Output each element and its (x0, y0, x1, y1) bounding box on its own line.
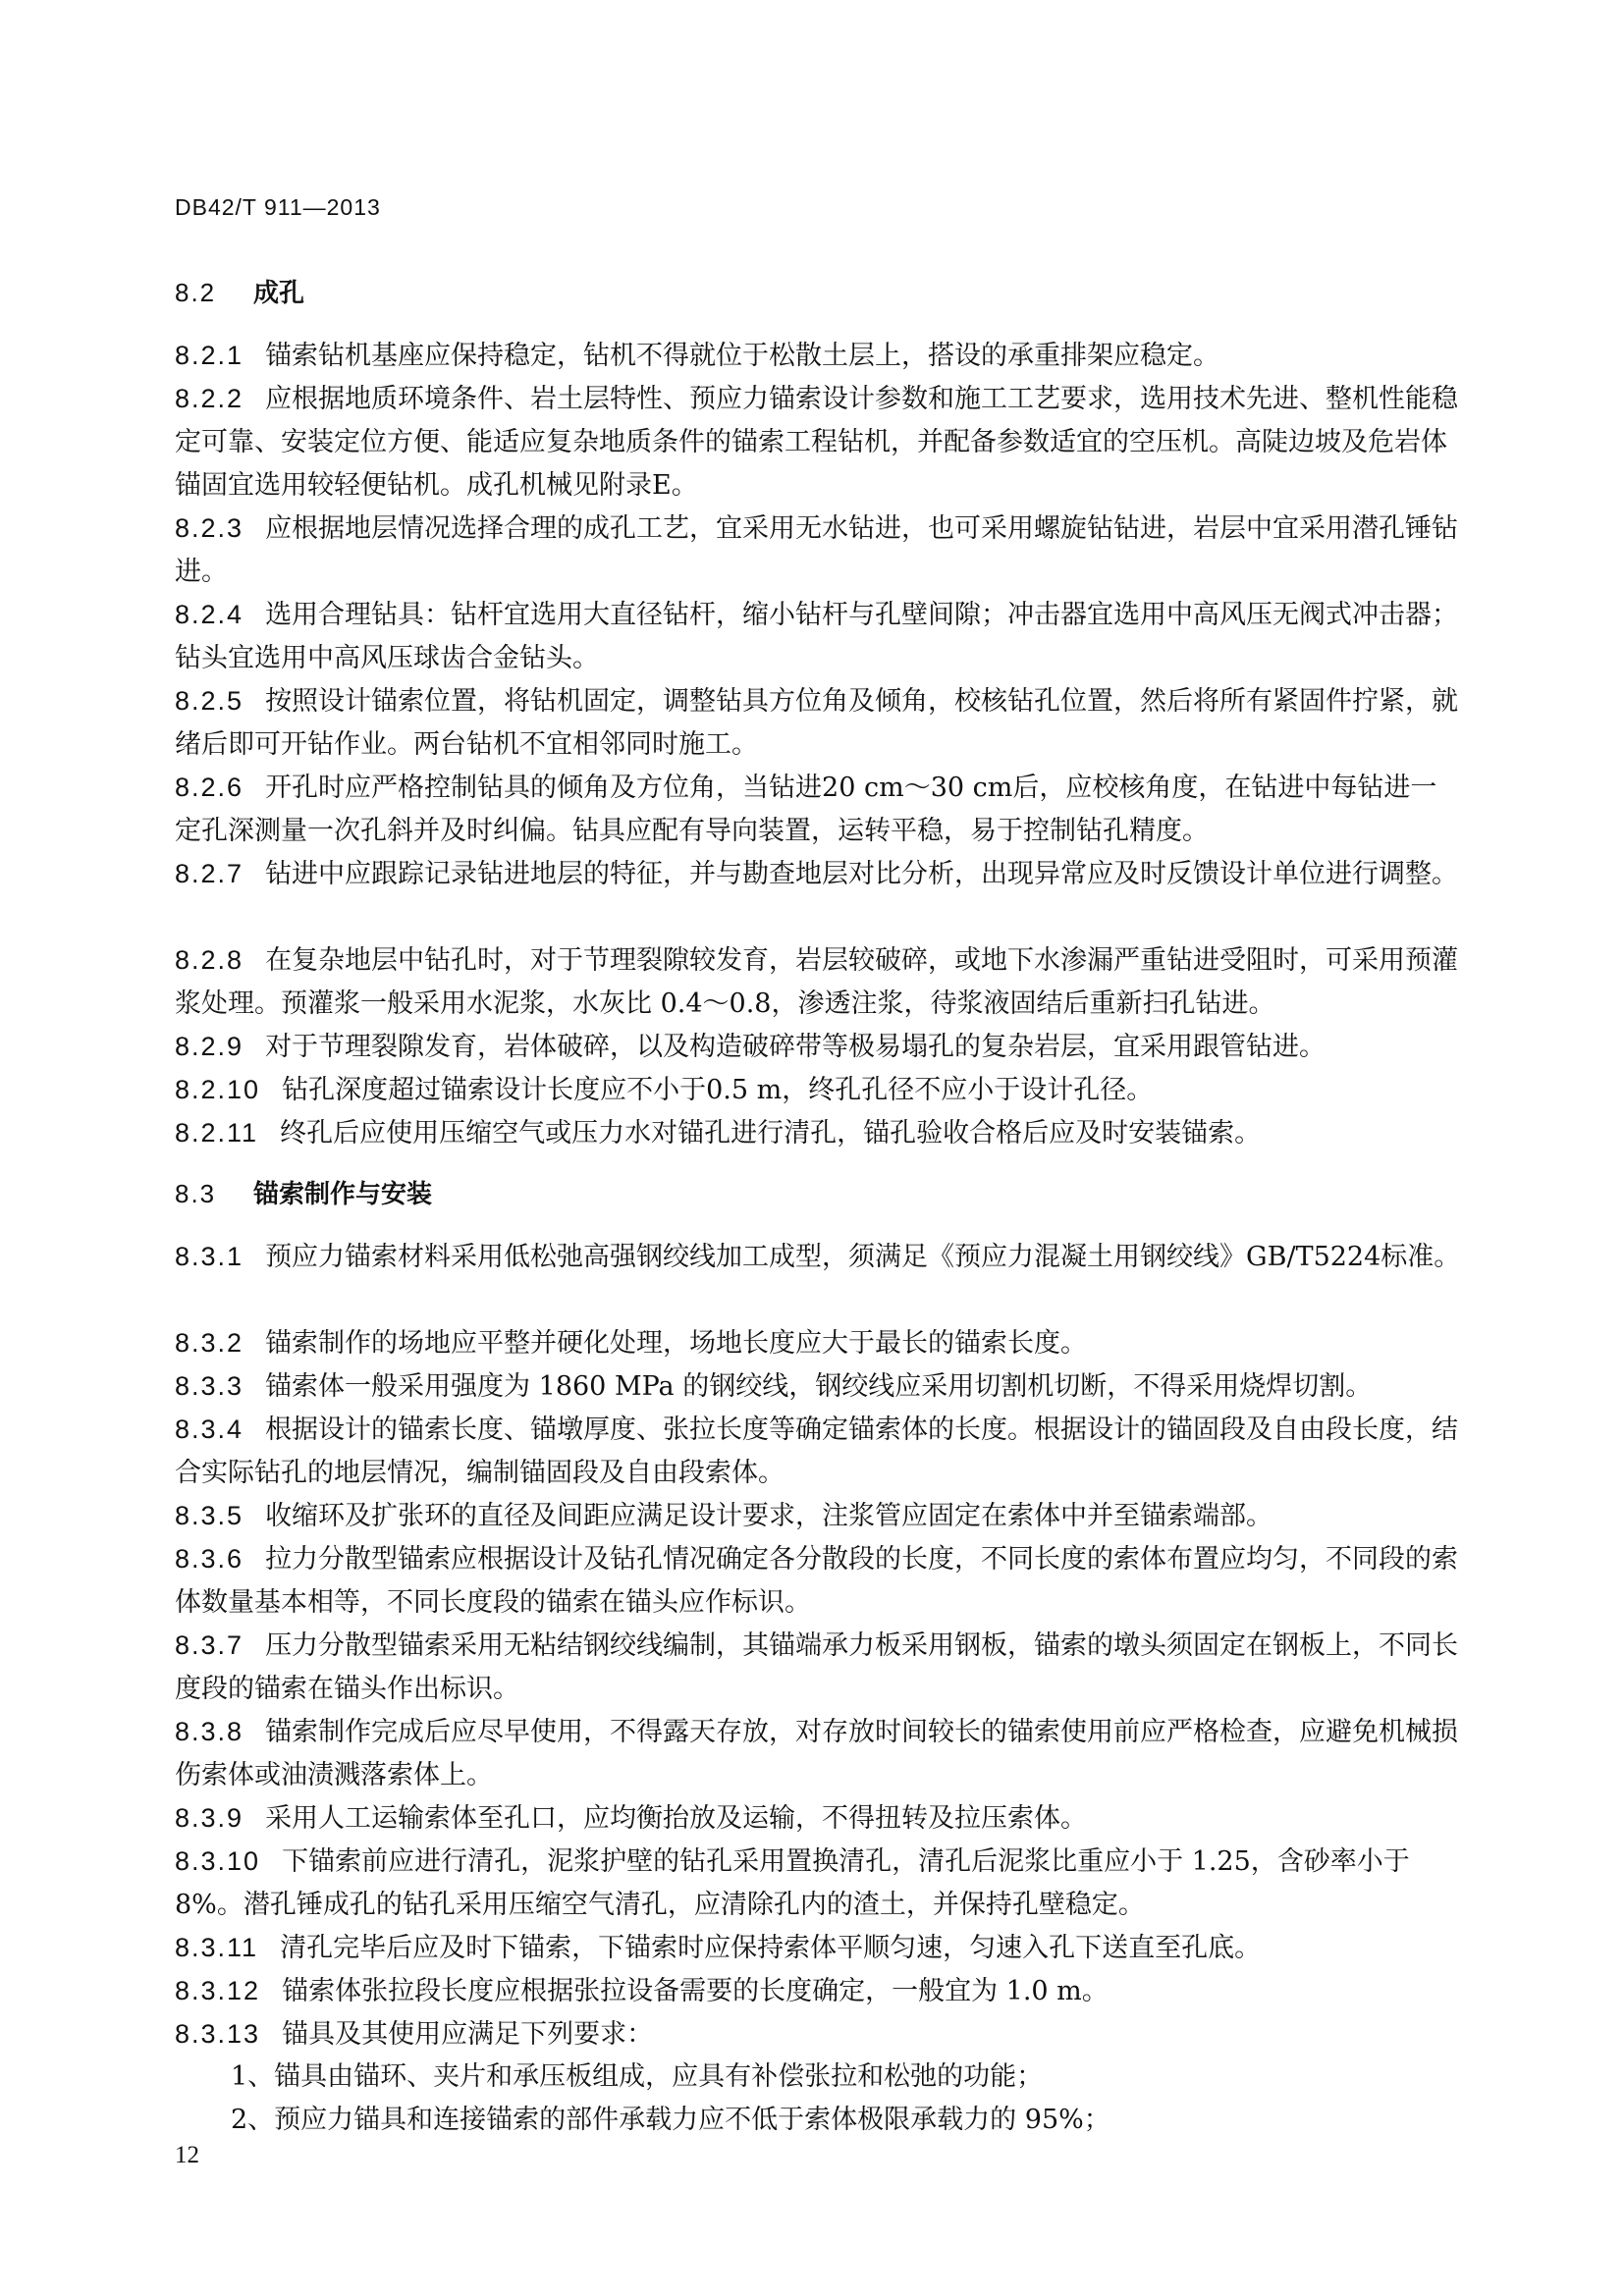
clause-8-2-6 (175, 766, 1463, 853)
clause-text: 清孔完毕后应及时下锚索，下锚索时应保持索体平顺匀速，匀速入孔下送直至孔底。 (280, 1933, 1262, 1963)
section-title: 成孔 (253, 279, 305, 308)
clause-number: 8.2.8 (175, 945, 244, 975)
clause-text: 压力分散型锚索采用无粘结钢绞线编制，其锚端承力板采用钢板，锚索的墩头须固定在钢板上，不同长度段的锚索在锚头作出标识。 (175, 1630, 1459, 1704)
clause-8-2-3 (175, 507, 1463, 594)
clause-8-2-9 (175, 1025, 1463, 1069)
clause-text: 下锚索前应进行清孔，泥浆护壁的钻孔采用置换清孔，清孔后泥浆比重应小于 1.25，含砂率小于 8%。潜孔锤成孔的钻孔采用压缩空气清孔，应清除孔内的渣土，并保持孔壁稳定。 (175, 1846, 1410, 1920)
clause-text: 收缩环及扩张环的直径及间距应满足设计要求，注浆管应固定在索体中并至锚索端部。 (265, 1501, 1273, 1531)
list-item-2: 2、预应力锚具和连接锚索的部件承载力应不低于索体极限承载力的 95%； (231, 2105, 1110, 2135)
clause-8-3-6 (175, 1537, 1463, 1625)
clause-8-2-10 (175, 1068, 1463, 1112)
clause-number: 8.3.11 (175, 1933, 259, 1962)
clause-8-2-4 (175, 593, 1463, 680)
clause-8-2-11 (175, 1111, 1463, 1155)
clause-8-3-8 (175, 1710, 1463, 1797)
clause-text: 开孔时应严格控制钻具的倾角及方位角，当钻进20 cm～30 cm后，应校核角度，在钻进中每钻进一定孔深测量一次孔斜并及时纠偏。钻具应配有导向装置，运转平稳，易于控制钻孔精度。 (175, 773, 1437, 846)
clause-8-3-4 (175, 1408, 1463, 1495)
clause-text: 拉力分散型锚索应根据设计及钻孔情况确定各分散段的长度，不同长度的索体布置应均匀，不同段的索体数量基本相等，不同长度段的锚索在锚头应作标识。 (175, 1544, 1459, 1618)
clause-number: 8.3.10 (175, 1846, 261, 1876)
clause-text: 锚索体一般采用强度为 1860 MPa 的钢绞线，钢绞线应采用切割机切断，不得采用烧焊切割。 (265, 1371, 1373, 1402)
clause-text: 按照设计锚索位置，将钻机固定，调整钻具方位角及倾角，校核钻孔位置，然后将所有紧固件拧紧，就绪后即可开钻作业。两台钻机不宜相邻同时施工。 (175, 686, 1459, 760)
clause-number: 8.3.8 (175, 1717, 244, 1746)
clause-number: 8.3.3 (175, 1371, 244, 1401)
section-heading-8-2 (175, 273, 304, 309)
clause-text: 锚索制作完成后应尽早使用，不得露天存放，对存放时间较长的锚索使用前应严格检查，应避免机械损伤索体或油渍溅落索体上。 (175, 1717, 1459, 1790)
clause-number: 8.3.13 (175, 2019, 261, 2049)
clause-8-2-1 (175, 334, 1463, 378)
clause-number: 8.3.12 (175, 1976, 261, 2005)
clause-number: 8.3.7 (175, 1630, 244, 1660)
clause-number: 8.2.5 (175, 686, 244, 716)
clause-8-3-5 (175, 1494, 1463, 1538)
page-number: 12 (175, 2142, 199, 2168)
clause-text: 应根据地层情况选择合理的成孔工艺，宜采用无水钻进，也可采用螺旋钻钻进，岩层中宜采用潜孔锤钻进。 (175, 513, 1459, 587)
clause-number: 8.2.7 (175, 859, 244, 888)
list-item-1: 1、锚具由锚环、夹片和承压板组成，应具有补偿张拉和松弛的功能； (231, 2061, 1044, 2092)
clause-number: 8.2.4 (175, 600, 244, 629)
clause-text: 应根据地质环境条件、岩土层特性、预应力锚索设计参数和施工工艺要求，选用技术先进、整机性能稳定可靠、安装定位方便、能适应复杂地质条件的锚索工程钻机，并配备参数适宜的空压机。高陡边坡及危岩体锚固宜选用较轻便钻机。成孔机械见附录E。 (175, 384, 1459, 501)
clause-number: 8.3.6 (175, 1544, 244, 1574)
clause-number: 8.3.9 (175, 1803, 244, 1833)
clause-number: 8.3.5 (175, 1501, 244, 1530)
clause-text: 锚索制作的场地应平整并硬化处理，场地长度应大于最长的锚索长度。 (265, 1328, 1088, 1359)
clause-number: 8.2.2 (175, 384, 244, 413)
clause-text: 选用合理钻具：钻杆宜选用大直径钻杆，缩小钻杆与孔壁间隙；冲击器宜选用中高风压无阀式冲击器；钻头宜选用中高风压球齿合金钻头。 (175, 600, 1459, 673)
section-number: 8.2 (175, 278, 217, 307)
clause-number: 8.3.4 (175, 1415, 244, 1444)
clause-8-2-8 (175, 938, 1463, 1026)
document-code-header: DB42/T 911—2013 (175, 194, 381, 220)
clause-text: 锚索钻机基座应保持稳定，钻机不得就位于松散土层上，搭设的承重排架应稳定。 (265, 341, 1220, 371)
clause-text: 根据设计的锚索长度、锚墩厚度、张拉长度等确定锚索体的长度。根据设计的锚固段及自由段长度，结合实际钻孔的地层情况，编制锚固段及自由段索体。 (175, 1415, 1459, 1488)
clause-8-2-7 (175, 852, 1463, 896)
clause-8-3-9 (175, 1796, 1463, 1841)
clause-8-3-3 (175, 1364, 1463, 1409)
clause-text: 锚索体张拉段长度应根据张拉设备需要的长度确定，一般宜为 1.0 m。 (282, 1976, 1109, 2006)
clause-number: 8.2.3 (175, 513, 244, 543)
section-title: 锚索制作与安装 (253, 1180, 433, 1209)
clause-text: 锚具及其使用应满足下列要求： (282, 2019, 654, 2050)
clause-number: 8.3.2 (175, 1328, 244, 1358)
clause-8-3-10 (175, 1840, 1463, 1927)
clause-text: 对于节理裂隙发育，岩体破碎，以及构造破碎带等极易塌孔的复杂岩层，宜采用跟管钻进。 (265, 1032, 1326, 1062)
clause-8-3-2 (175, 1321, 1463, 1365)
clause-number: 8.2.9 (175, 1032, 244, 1061)
clause-text: 钻进中应跟踪记录钻进地层的特征，并与勘查地层对比分析，出现异常应及时反馈设计单位进行调整。 (265, 859, 1459, 889)
clause-number: 8.2.1 (175, 341, 244, 370)
clause-8-2-5 (175, 679, 1463, 767)
clause-number: 8.2.6 (175, 773, 244, 802)
section-heading-8-3 (175, 1174, 432, 1210)
clause-text: 预应力锚索材料采用低松弛高强钢绞线加工成型，须满足《预应力混凝土用钢绞线》GB/T5224标准。 (265, 1242, 1461, 1272)
clause-text: 终孔后应使用压缩空气或压力水对锚孔进行清孔，锚孔验收合格后应及时安装锚索。 (280, 1118, 1262, 1148)
section-number: 8.3 (175, 1179, 217, 1208)
clause-8-3-1 (175, 1235, 1463, 1279)
clause-8-2-2 (175, 377, 1463, 507)
clause-number: 8.2.10 (175, 1075, 261, 1104)
clause-8-3-13 (175, 2012, 1463, 2056)
clause-text: 在复杂地层中钻孔时，对于节理裂隙较发育，岩层较破碎，或地下水渗漏严重钻进受阻时，可采用预灌浆处理。预灌浆一般采用水泥浆，水灰比 0.4～0.8，渗透注浆，待浆液固结后重新扫孔钻进。 (175, 945, 1459, 1019)
clause-8-3-7 (175, 1624, 1463, 1711)
clause-text: 采用人工运输索体至孔口，应均衡抬放及运输，不得扭转及拉压索体。 (265, 1803, 1088, 1834)
clause-8-3-12 (175, 1969, 1463, 2013)
clause-8-3-11 (175, 1926, 1463, 1970)
clause-text: 钻孔深度超过锚索设计长度应不小于0.5 m，终孔孔径不应小于设计孔径。 (282, 1075, 1154, 1105)
clause-number: 8.2.11 (175, 1118, 259, 1148)
clause-number: 8.3.1 (175, 1242, 244, 1271)
